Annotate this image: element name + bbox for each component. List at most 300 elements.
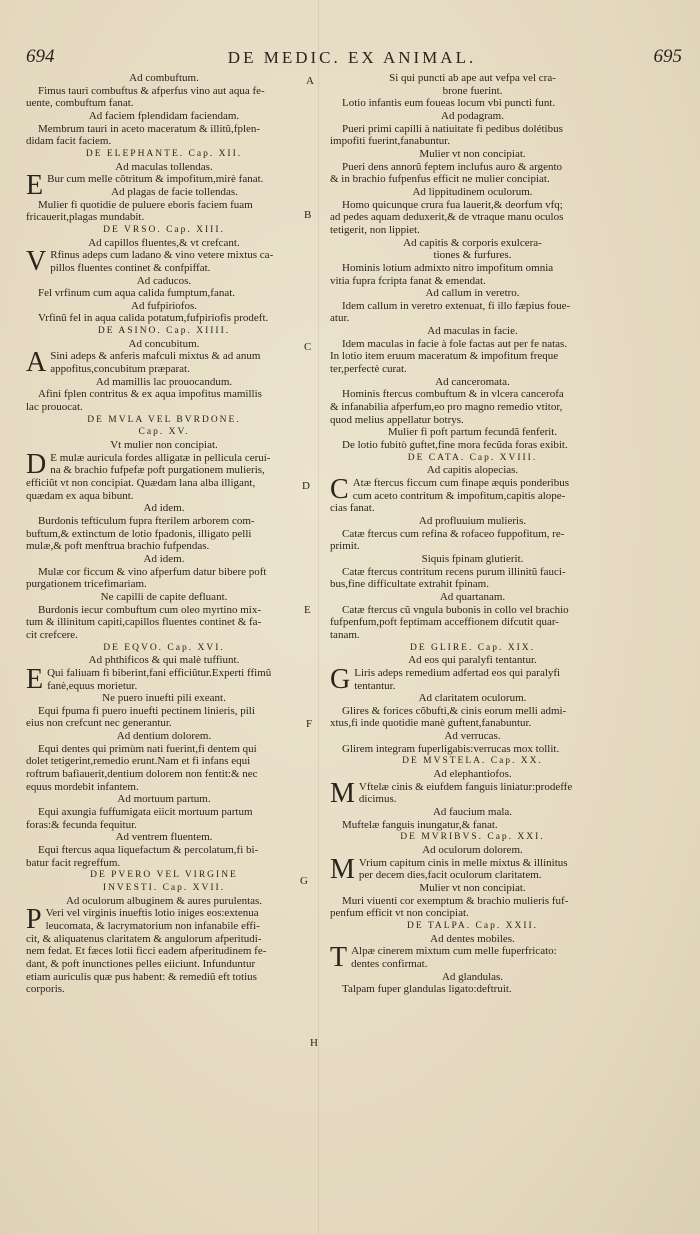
line-text: buftum,& extinctum de lotio fpadonis, illigato pelli [26,527,252,540]
text-line [26,945,302,958]
text-line [26,743,302,756]
text-line [50,464,302,477]
chapter-heading [26,414,302,427]
text-line [26,85,302,98]
line-text: Ad maculas tollendas. [115,160,213,173]
line-text: Burdonis tefticulum fupra fterilem arborem com- [38,514,255,527]
line-text: DE TALPA. Cap. XXII. [406,920,539,931]
line-text: DE PVERO VEL VIRGINE [90,870,238,881]
line-text: Equi ftercus aqua liquefactum & percolatum,fi bi- [38,844,259,857]
text-line [354,680,615,693]
line-text: Hominis lotium admixto nitro impofitum omnia [342,261,554,274]
line-text: Ad plagas de facie tollendas. [111,185,238,198]
line-text: cit crefcere. [26,628,78,641]
line-text: didam facit faciem. [26,135,112,148]
line-text: Ne puero inuefti pili exeant. [102,692,226,705]
line-text: lac prouocat. [26,401,83,414]
remedy-heading [330,730,615,743]
text-line [330,743,615,756]
remedy-heading [26,553,302,566]
remedy-heading [26,110,302,123]
line-text: Pueri dens annorũ feptem inclufus auro & argento [342,160,563,173]
drop-cap: G [330,663,351,695]
line-text: Hominis ftercus combuftum & in vlcera cancerofa [342,388,564,401]
line-text: Ad dentium dolorem. [116,730,212,743]
line-text: fricauerit,plagas mundabit. [26,211,145,224]
line-text: Fel vrfinum cum aqua calida fumptum,fanat. [38,287,236,300]
text-line [330,616,615,629]
remedy-heading [26,439,302,452]
remedy-heading [330,85,615,98]
text-line [330,161,615,174]
line-text: De lotio fubitò guftet,fine mora fecũda foras exibit. [342,439,568,452]
text-line [330,717,615,730]
remedy-heading [330,933,615,946]
line-text: DE CATA. Cap. XVIII. [407,452,538,463]
text-line [330,123,615,136]
text-line [26,755,302,768]
remedy-heading [330,72,615,85]
line-text: quod melius appellatur botrys. [330,413,464,426]
line-text: Ad combuftum. [129,72,199,84]
line-text: E mulæ auricula fordes alligatæ in pellicula ceruí- [50,451,271,464]
text-line [330,312,615,325]
line-text: Equi fpuma fi puero inuefti pectinem linieris, pili [38,704,255,717]
remedy-heading [330,806,615,819]
line-text: leucomata, & lacrymatorium non infanabile effi- [45,919,260,932]
line-text: na & brachio fufpefæ poft purgationem mulieris, [50,464,265,477]
line-text: Ad capitis & corporis exulcera- [403,236,542,249]
line-text: DE ASINO. Cap. XIIII. [97,326,231,337]
text-line [26,819,302,832]
line-text: Ad phthificos & qui malè tuffiunt. [88,654,240,667]
remedy-heading [330,553,615,566]
line-text: Ad elephantiofos. [433,768,512,781]
chapter-heading [330,920,615,933]
text-line [26,123,302,136]
text-line [26,616,302,629]
text-line [46,920,302,933]
line-text: brone fuerint. [442,84,503,97]
text-line [330,907,615,920]
line-text: Ad lippitudinem oculorum. [412,185,533,198]
text-line [330,262,615,275]
line-text: equus mordebit infantem. [26,780,139,793]
chapter-heading [330,452,615,465]
line-text: Ad oculorum dolorem. [422,844,523,857]
text-line [26,388,302,401]
remedy-heading [26,275,302,288]
drop-cap: V [26,246,47,278]
line-text: primit. [330,540,360,553]
line-text: Muri viuenti cor exemptum & brachio mulieris fuf- [342,894,569,907]
line-text: Si qui puncti ab ape aut vefpa vel cra- [389,72,556,84]
line-text: dolet tetigerint,remedio erunt.Nam et fi infans equi [26,755,251,768]
remedy-heading [26,831,302,844]
text-line [26,490,302,503]
line-text: Membrum tauri in aceto maceratum & illitũ,fplen- [38,122,261,135]
text-line [330,895,615,908]
remedy-heading [26,692,302,705]
text-line [330,401,615,414]
line-text: Ad concubitum. [128,337,200,350]
line-text: mulæ,& poft menftrua brachio fufpendas. [26,540,210,553]
line-text: quædam ex aqua bibunt. [26,489,134,502]
text-line [330,983,615,996]
line-text: DE MVSTELA. Cap. XX. [402,756,543,767]
text-line [26,211,302,224]
line-text: tiones & furfures. [433,249,512,262]
margin-letter-g: G [300,875,308,887]
text-line [330,338,615,351]
line-text: tetigerit, non lippiet. [330,223,420,236]
line-text: fufpenfum,poft feptimam acceffionem difcutit quar- [330,616,559,629]
line-text: Ad oculorum albuginem & aures purulentas. [65,894,263,907]
text-line [330,566,615,579]
text-line [26,983,302,996]
text-line [26,781,302,794]
text-line [330,439,615,452]
text-line [359,869,615,882]
line-text: Ad capillos fluentes,& vt crefcant. [88,236,240,249]
line-text: In lotio item eruum maceratum & impofitum freque [330,350,559,363]
text-line [330,199,615,212]
text-line [359,793,615,806]
remedy-heading [330,515,615,528]
line-text: Qui faliuam fi biberint,fani efficiũtur.Experti ffimũ [47,666,272,679]
chapter-heading [26,148,302,161]
line-text: dicimus. [358,793,397,806]
text-line [26,806,302,819]
drop-cap: T [330,942,348,974]
line-text: appofitus,concubitum præparat. [50,363,190,376]
text-line [330,363,615,376]
line-text: tentantur. [354,679,396,692]
line-text: Ad glandulas. [441,970,504,983]
remedy-heading [26,793,302,806]
drop-cap: E [26,170,44,202]
remedy-heading [26,300,302,313]
text-line [330,135,615,148]
line-text: ad pedes aquam deduxerit,& de vtraque manu oculos [330,211,564,224]
line-text: Ad maculas in facie. [427,325,518,338]
line-text: atur. [330,312,350,325]
line-text: etiam auriculis quæ pus habent: & remediũ eft totius [26,970,257,983]
page-header [22,46,682,72]
text-line [330,350,615,363]
margin-letter-d: D [302,480,310,492]
text-line [50,363,302,376]
text-line [47,680,302,693]
line-text: DE EQVO. Cap. XVI. [103,642,225,653]
text-line [26,958,302,971]
text-line [26,528,302,541]
line-text: pillos fluentes continet & confpiffat. [50,261,211,274]
margin-letter-a: A [306,75,314,87]
remedy-heading [330,110,615,123]
line-text: Sini adeps & anferis mafculi mixtus & ad anum [50,350,261,363]
line-text: nem fedat. Et fæces lotii ficci eadem afperitudinem fe- [26,945,267,958]
line-text: tanam. [330,628,360,641]
remedy-heading [26,502,302,515]
right-text-column [330,72,615,996]
text-line [26,312,302,325]
line-text: uente, combuftum fanat. [26,97,134,110]
line-text: penfum efficit vt non concipiat. [330,907,469,920]
remedy-heading [330,654,615,667]
remedy-heading [330,249,615,262]
remedy-heading [330,844,615,857]
text-line [26,97,302,110]
line-text: Idem callum in veretro extenuat, fi illo fæpius foue- [342,299,571,312]
chapter-heading [26,882,302,895]
text-line [330,629,615,642]
text-line [26,287,302,300]
line-text: DE VRSO. Cap. XIII. [103,224,225,235]
text-line [26,566,302,579]
chapter-heading [26,642,302,655]
text-line [26,477,302,490]
chapter-heading [26,224,302,237]
text-line [26,768,302,781]
remedy-heading [330,376,615,389]
line-text: Glirem integram fuperligabis:verrucas mox tollit. [342,742,560,755]
line-text: cit, & aliquatenus claritatem & angulorum afperitudi- [26,932,262,945]
text-line [26,578,302,591]
line-text: Ad verrucas. [444,730,501,743]
remedy-heading [26,654,302,667]
line-text: dentes confirmat. [351,957,428,970]
line-text: Pueri primi capilli à natiuitate fi pedibus dolétibus [342,122,563,135]
line-text: Mulier vt non concipiat. [419,882,526,894]
drop-cap: E [26,663,44,695]
text-line [26,199,302,212]
line-text: & infanabilia afperfum,eo pro magno remedio vtitor, [330,401,563,414]
line-text: bus,fine difficultate extrahit fpinam. [330,578,489,591]
text-line [26,857,302,870]
drop-cap: M [330,777,355,809]
text-line [330,414,615,427]
line-text: Rfinus adeps cum ladano & vino vetere mixtus ca- [50,249,274,262]
drop-cap: A [26,347,47,379]
line-text: DE MVRIBVS. Cap. XXI. [400,832,545,843]
line-text: Alpæ cinerem mixtum cum melle fuperfricato: [351,945,557,958]
line-text: Fimus tauri combuftus & afperfus vino aut aqua fe- [38,84,265,97]
line-text: Mulier fi quotidie de puluere eboris faciem fuam [38,198,253,211]
line-text: Catæ ftercus cũ vngula bubonis in collo vel brachio [342,603,569,616]
text-line [26,401,302,414]
text-line [330,388,615,401]
line-text: Ad profluuium mulieris. [418,514,527,527]
line-text: fanè,equus morietur. [47,679,138,692]
line-text: Ad fufpiriofos. [131,299,197,312]
text-line [330,819,615,832]
text-line [50,262,302,275]
margin-letter-b: B [304,209,312,221]
line-text: Ad callum in veretro. [425,287,520,300]
line-text: Idem maculas in facie à fole factas aut per fe natas. [342,337,568,350]
remedy-heading [330,464,615,477]
left-text-column [26,72,302,996]
remedy-heading [26,730,302,743]
line-text: corporis. [26,983,65,996]
line-text: Catæ ftercus cum refina & rofaceo fuppofitum, re- [342,527,565,540]
text-line [330,173,615,186]
line-text: Vftelæ cinis & eiufdem fanguis liniatur:prodeffe [358,780,573,793]
chapter-heading [26,426,302,439]
line-text: & in brachio fufpenfus efficit ne mulier concipiat. [330,173,550,186]
text-line [330,97,615,110]
line-text: Muftelæ fanguis inungatur,& fanat. [342,818,498,831]
line-text: dant, & poft inunctiones pelles eiiciunt. Infunduntur [26,957,256,970]
line-text: Ad idem. [143,502,185,515]
text-line [330,275,615,288]
line-text: Ad faucium mala. [432,806,513,819]
line-text: Bur cum melle cõtritum & impofitum,mirè fanat. [47,173,264,186]
line-text: Catæ ftercus contritum recens purum illinitũ fauci- [342,565,566,578]
line-text: Veri vel virginis inueftis lotio iniges eos:extenua [45,907,259,920]
page-gutter-shadow [318,0,319,1234]
line-text: per decem dies,facit oculorum claritatem. [358,869,542,882]
line-text: Ad podagram. [441,109,504,122]
line-text: ter,perfectè curat. [330,363,407,376]
line-text: Ad capitis alopecias. [426,464,519,477]
line-text: vitia fupra fcripta fanat & emendat. [330,274,486,287]
chapter-heading [26,325,302,338]
line-text: roftrum bafiauerit,dentium dolorem non fentit:& nec [26,768,258,781]
remedy-heading [47,186,302,199]
line-text: Ad canceromata. [435,375,510,388]
remedy-heading [26,376,302,389]
text-line [330,540,615,553]
line-text: Liris adeps remedium adfertad eos qui paralyfi [354,666,561,679]
running-title: DE MEDIC. EX ANIMAL. [227,48,477,67]
line-text: DE ELEPHANTE. Cap. XII. [85,148,243,159]
remedy-heading [26,591,302,604]
margin-letter-f: F [306,718,313,730]
drop-cap: D [26,448,47,480]
line-text: purgationem tricefimariam. [26,578,147,591]
line-text: efficiũt vt non concipiat. Quædam lana alba illigant, [26,477,256,489]
drop-cap: P [26,904,42,936]
line-text: Vt mulier non concipiat. [110,439,218,452]
text-line [26,629,302,642]
text-line [330,705,615,718]
text-line [330,300,615,313]
text-line [26,971,302,984]
remedy-heading [330,237,615,250]
line-text: Ad caducos. [136,274,192,287]
text-line [26,135,302,148]
line-text: Talpam fuper glandulas ligato:deftruit. [342,983,512,996]
remedy-heading [26,237,302,250]
margin-letter-c: C [304,341,312,353]
line-text: Siquis fpinam glutierit. [421,552,524,565]
margin-letter-e: E [304,604,311,616]
remedy-heading [330,148,615,161]
remedy-heading [330,768,615,781]
chapter-heading [330,831,615,844]
text-line [26,604,302,617]
line-text: Ad dentes mobiles. [430,932,515,945]
line-text: Mulæ cor ficcum & vino afperfum datur bibere poft [38,565,267,578]
line-text: DE GLIRE. Cap. XIX. [409,642,536,653]
line-text: Ad eos qui paralyfi tentantur. [408,654,537,667]
line-text: Mulier vt non concipiat. [419,147,526,160]
line-text: xtus,fi inde quotidie manè guftent,fanabuntur. [330,717,532,730]
remedy-heading [330,325,615,338]
remedy-heading [26,72,302,85]
page-number-left: 694 [26,46,55,67]
text-line [351,958,615,971]
remedy-heading [26,338,302,351]
line-text: Vrium capitum cinis in melle mixtus & illinitus [358,856,568,869]
line-text: Ad mortuum partum. [117,793,211,806]
text-line [330,604,615,617]
line-text: Ad quartanam. [439,590,506,603]
chapter-heading [330,642,615,655]
line-text: foras:& fecunda fequitur. [26,818,137,831]
chapter-heading [330,755,615,768]
page-number-right: 695 [653,46,682,67]
line-text: Ad ventrem fluentem. [115,831,213,844]
remedy-heading [330,971,615,984]
text-line [26,933,302,946]
line-text: tum & illinitum capiti,capillos fluentes continet & fa- [26,616,262,629]
line-text: impofiti fuerint,fanabuntur. [330,135,451,148]
line-text: Ad mamillis lac prouocandum. [95,375,233,388]
line-text: Ad claritatem oculorum. [418,692,527,705]
remedy-heading [330,692,615,705]
margin-letter-h: H [310,1037,318,1049]
text-line [330,578,615,591]
text-line [26,705,302,718]
line-text: Homo quicunque crura fua lauerit,& deorfum vfq; [342,198,563,211]
line-text: Equi axungia fuffumigata eiicit mortuum partum [38,806,253,819]
text-line [26,844,302,857]
text-line [26,717,302,730]
line-text: Ad idem. [143,552,185,565]
text-line [26,540,302,553]
line-text: DE MVLA VEL BVRDONE. [87,414,241,425]
line-text: Burdonis iecur combuftum cum oleo myrtino mix- [38,603,262,616]
line-text: cum aceto contritum & impofitum,capitis alope- [352,489,566,502]
line-text: eius non crefcunt nec generantur. [26,717,172,730]
remedy-heading [330,882,615,895]
line-text: Atæ ftercus ficcum cum finape æquis ponderibus [352,477,569,489]
line-text: Glires & forices cõbufti,& cinis eorum melli admi- [342,704,567,717]
line-text: Lotio infantis eum foueas locum vbi puncti funt. [342,97,556,110]
remedy-heading [330,186,615,199]
chapter-heading [26,869,302,882]
text-line [330,211,615,224]
line-text: Mulier fi poft partum fecundã fenferit. [387,426,558,439]
line-text: batur facit regreffum. [26,856,121,869]
line-text: Ne capilli de capite defluant. [100,590,228,603]
text-line [353,490,615,503]
text-line [26,515,302,528]
line-text: cias fanat. [330,502,375,515]
line-text: INVESTI. Cap. XVII. [102,883,226,893]
remedy-heading [26,895,302,908]
remedy-heading [330,591,615,604]
line-text: Equi dentes qui primùm nati fuerint,fi dentem qui [38,742,257,755]
remedy-heading [26,161,302,174]
remedy-heading [330,287,615,300]
text-line [330,528,615,541]
line-text: Ad faciem fplendidam faciendam. [88,109,240,122]
line-text: Cap. XV. [138,427,190,438]
